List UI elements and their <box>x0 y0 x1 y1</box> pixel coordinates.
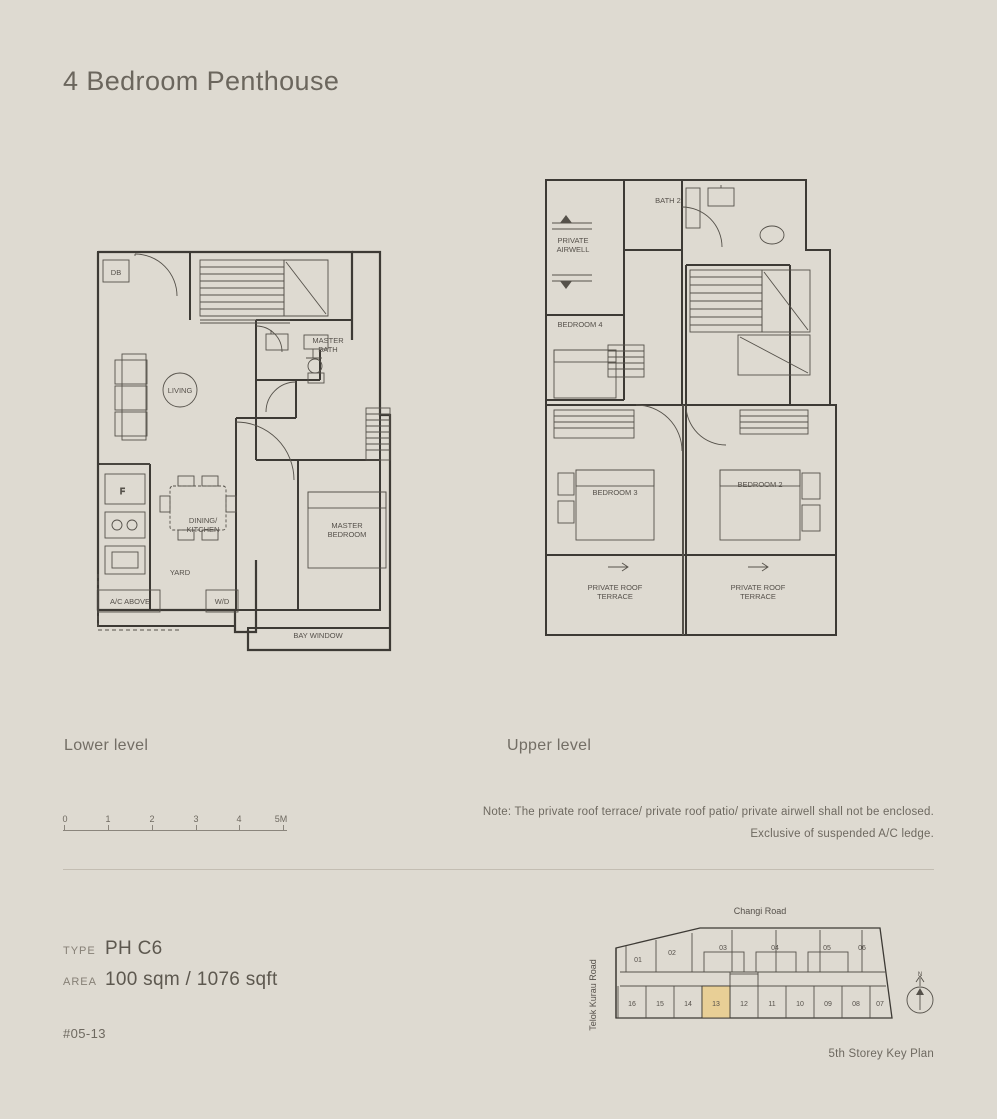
key-plan-unit-07: 07 <box>876 1001 884 1008</box>
page-title: 4 Bedroom Penthouse <box>63 66 340 96</box>
key-plan-unit-13: 13 <box>712 1001 720 1008</box>
area-row <box>63 969 278 991</box>
key-plan-road-top: Changi Road <box>733 906 787 916</box>
scale-tick-1: 1 <box>105 814 111 824</box>
svg-text:F: F <box>120 487 125 496</box>
scale-mark <box>283 825 284 831</box>
key-plan-unit-08: 08 <box>852 1001 860 1008</box>
scale-tick-0: 0 <box>62 814 68 824</box>
label-db: DB <box>110 268 122 277</box>
horizontal-divider <box>63 869 934 870</box>
type-value: PH C6 <box>105 938 163 959</box>
label-terrace-right-1: PRIVATE ROOF <box>730 583 786 592</box>
upper-level-floorplan <box>500 155 900 665</box>
compass-north-label: N <box>917 972 923 978</box>
label-master-bedroom-1: MASTER <box>331 521 363 530</box>
label-master-bedroom-2: BEDROOM <box>327 530 367 539</box>
key-plan-road-left: Telok Kurau Road <box>588 959 598 1031</box>
scale-mark <box>64 825 65 831</box>
label-dining-2: KITCHEN <box>186 525 220 534</box>
note-line-2: Exclusive of suspended A/C ledge. <box>750 828 934 840</box>
key-plan-unit-01: 01 <box>634 957 642 964</box>
scale-mark <box>196 825 197 831</box>
scale-tick-3: 3 <box>193 814 199 824</box>
label-bay-window: BAY WINDOW <box>293 631 343 640</box>
label-airwell-2: AIRWELL <box>556 245 590 254</box>
key-plan-unit-06: 06 <box>858 945 866 952</box>
scale-mark <box>152 825 153 831</box>
note-line-1: Note: The private roof terrace/ private roof patio/ private airwell shall not be enclosed. <box>482 806 934 818</box>
type-row <box>63 938 162 960</box>
scale-axis <box>63 830 287 831</box>
key-plan <box>580 900 940 1050</box>
type-label: TYPE <box>63 945 96 957</box>
label-ac-above: A/C ABOVE <box>109 597 151 606</box>
scale-bar <box>63 814 287 840</box>
key-plan-unit-10: 10 <box>796 1001 804 1008</box>
label-wd: W/D <box>214 597 230 606</box>
label-terrace-right-2: TERRACE <box>740 592 776 601</box>
area-value: 100 sqm / 1076 sqft <box>105 969 278 990</box>
scale-mark <box>239 825 240 831</box>
label-master-bath-1: MASTER <box>312 336 344 345</box>
label-bath-2: BATH 2 <box>655 196 681 205</box>
unit-number: #05-13 <box>63 1026 106 1041</box>
key-plan-unit-16: 16 <box>628 1001 636 1008</box>
key-plan-unit-09: 09 <box>824 1001 832 1008</box>
key-plan-unit-02: 02 <box>668 950 676 957</box>
compass-icon <box>907 972 933 1013</box>
key-plan-unit-15: 15 <box>656 1001 664 1008</box>
scale-mark <box>108 825 109 831</box>
scale-tick-5: 5M <box>274 814 288 824</box>
label-yard: YARD <box>169 568 191 577</box>
label-bedroom-3: BEDROOM 3 <box>592 488 638 497</box>
key-plan-unit-05: 05 <box>823 945 831 952</box>
lower-level-floorplan <box>60 230 430 670</box>
key-plan-caption: 5th Storey Key Plan <box>828 1048 934 1060</box>
label-airwell-1: PRIVATE <box>557 236 589 245</box>
lower-level-label: Lower level <box>64 737 149 754</box>
scale-tick-2: 2 <box>149 814 155 824</box>
label-master-bath-2: BATH <box>318 345 338 354</box>
key-plan-unit-12: 12 <box>740 1001 748 1008</box>
label-bedroom-2: BEDROOM 2 <box>737 480 783 489</box>
label-terrace-left-1: PRIVATE ROOF <box>587 583 643 592</box>
area-label: AREA <box>63 976 97 988</box>
label-living: LIVING <box>167 386 193 395</box>
label-dining-1: DINING/ <box>188 516 218 525</box>
label-terrace-left-2: TERRACE <box>597 592 633 601</box>
scale-tick-4: 4 <box>236 814 242 824</box>
key-plan-unit-03: 03 <box>719 945 727 952</box>
key-plan-unit-11: 11 <box>768 1001 776 1008</box>
key-plan-unit-04: 04 <box>771 945 779 952</box>
label-bedroom-4: BEDROOM 4 <box>557 320 603 329</box>
upper-level-label: Upper level <box>507 737 592 754</box>
key-plan-unit-14: 14 <box>684 1001 692 1008</box>
